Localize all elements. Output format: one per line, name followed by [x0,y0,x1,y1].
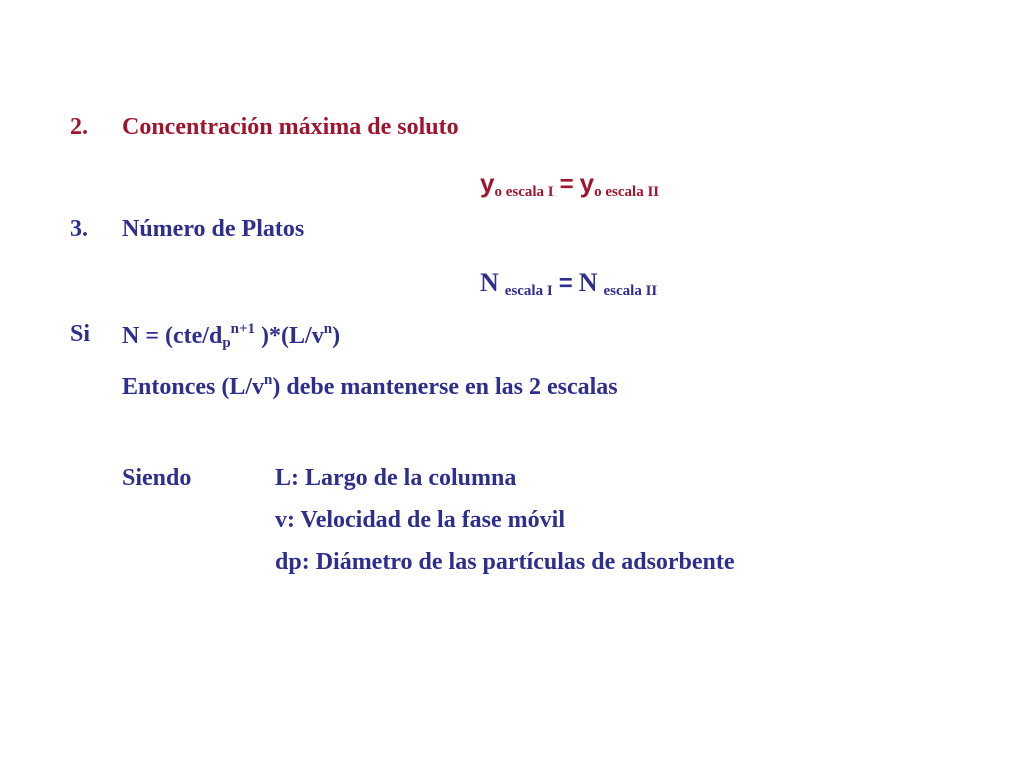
siendo-label: Siendo [122,465,192,491]
definition-length: L: Largo de la columna [275,465,517,491]
formula-part-3: ) [332,323,341,349]
equals-sign: = [558,270,573,297]
entonces-part-1: Entonces (L/v [122,374,265,400]
y-subscript-scale-2: o escala II [594,184,660,200]
entonces-exponent-n: n [264,372,273,388]
y-subscript-scale-1: o escala I [494,184,554,200]
definition-velocity: v: Velocidad de la fase móvil [275,507,566,533]
equals-sign: = [559,171,574,198]
definition-particle-diameter: dp: Diámetro de las partículas de adsorbente [275,549,735,575]
formula-exponent-n: n [323,321,333,337]
n-variable: N [480,268,499,297]
formula-part-2: )*(L/v [255,323,324,349]
n-variable: N [578,268,598,297]
item2-title: Concentración máxima de soluto [122,114,459,140]
y-variable: y [579,168,595,198]
entonces-part-2: ) debe mantenerse en las 2 escalas [272,374,618,400]
item3-number: 3. [70,216,88,242]
si-label: Si [70,321,91,347]
formula-exponent-n-plus-1: n+1 [230,321,256,337]
n-subscript-scale-1: escala I [504,283,553,299]
n-subscript-scale-2: escala II [603,283,658,299]
y-variable: y [480,168,495,198]
item2-number: 2. [70,114,88,140]
item3-equation [480,270,657,299]
plate-count-formula [122,322,340,351]
formula-part-1: N = (cte/d [122,323,223,349]
formula-subscript-p: p [222,335,231,351]
entonces-line [122,373,618,399]
item3-title: Número de Platos [122,216,305,242]
item2-equation [480,170,659,200]
